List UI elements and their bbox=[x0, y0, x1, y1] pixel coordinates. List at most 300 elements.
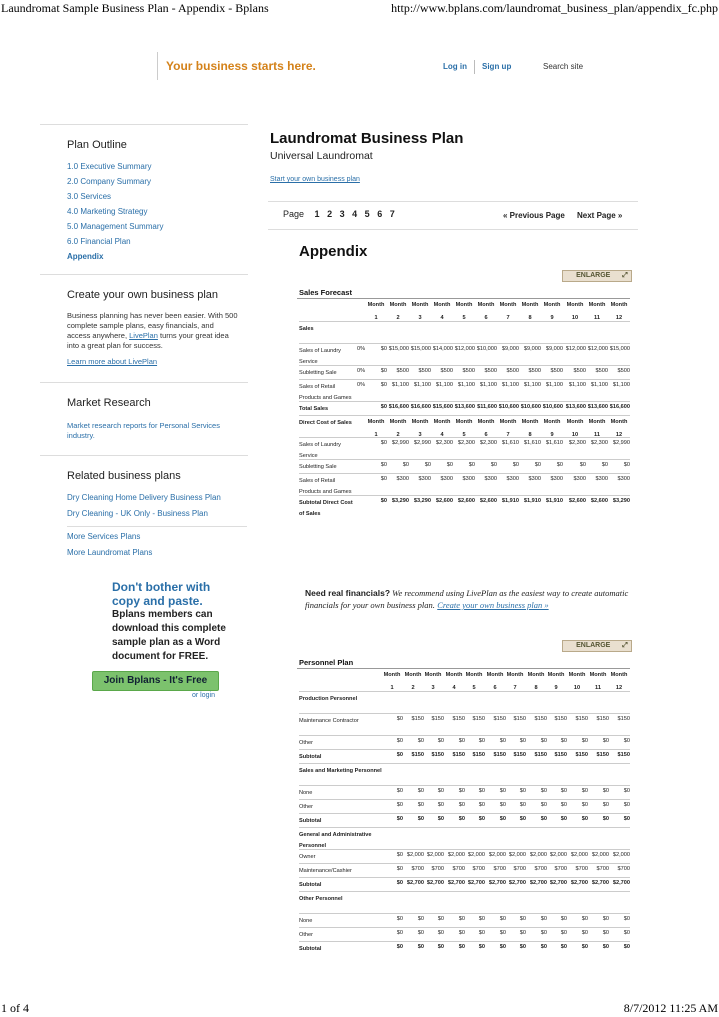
personnel-cell: $0 bbox=[623, 916, 630, 922]
sales-month-word: Month bbox=[477, 302, 495, 308]
sales-cell: $0 bbox=[579, 462, 586, 468]
personnel-row bbox=[299, 863, 630, 878]
personnel-cell: $2,700 bbox=[612, 880, 630, 886]
personnel-cell: $0 bbox=[581, 738, 588, 744]
sales-cell: $3,290 bbox=[612, 498, 630, 504]
personnel-cell: $0 bbox=[581, 930, 588, 936]
sales-cell: $300 bbox=[396, 476, 409, 482]
personnel-month-word: Month bbox=[547, 672, 565, 678]
personnel-cell: $0 bbox=[519, 944, 526, 950]
personnel-row bbox=[299, 891, 630, 914]
sales-month-number: 10 bbox=[571, 315, 579, 321]
personnel-cell: $150 bbox=[617, 716, 630, 722]
personnel-cell: $150 bbox=[493, 716, 506, 722]
topbar-divider bbox=[474, 60, 475, 74]
outline-item[interactable]: 2.0 Company Summary bbox=[67, 177, 152, 186]
sales-row bbox=[299, 379, 630, 402]
personnel-cell: $0 bbox=[478, 944, 485, 950]
personnel-cell: $0 bbox=[519, 802, 526, 808]
personnel-cell: $0 bbox=[623, 788, 630, 794]
personnel-cell: $2,000 bbox=[406, 852, 424, 858]
personnel-cell: $150 bbox=[534, 752, 547, 758]
sales-month-number: 8 bbox=[528, 315, 532, 321]
sales-month-word: Month bbox=[411, 419, 429, 425]
sales-row-label: Sales of Laundry Service bbox=[299, 348, 341, 365]
personnel-cell: $0 bbox=[417, 738, 424, 744]
sales-month-word: Month bbox=[543, 302, 561, 308]
enlarge-label: ENLARGE bbox=[576, 272, 611, 279]
enlarge-label: ENLARGE bbox=[576, 642, 611, 649]
sales-month-number: 3 bbox=[418, 315, 422, 321]
personnel-row bbox=[299, 877, 630, 892]
sales-cell: $0 bbox=[402, 462, 409, 468]
personnel-cell: $700 bbox=[472, 866, 485, 872]
personnel-cell: $2,000 bbox=[508, 852, 526, 858]
personnel-row bbox=[299, 799, 630, 814]
personnel-cell: $0 bbox=[623, 816, 630, 822]
personnel-cell: $150 bbox=[431, 752, 444, 758]
create-plan-box bbox=[40, 274, 248, 366]
personnel-cell: $700 bbox=[534, 866, 547, 872]
personnel-month-number: 6 bbox=[493, 685, 497, 691]
personnel-row-label: Sales and Marketing Personnel bbox=[299, 768, 382, 774]
sales-month-number: 4 bbox=[440, 432, 444, 438]
personnel-cell: $2,000 bbox=[488, 852, 506, 858]
sales-cell: $15,000 bbox=[609, 346, 630, 352]
sales-cell: $10,600 bbox=[498, 404, 519, 410]
sales-month-number: 11 bbox=[594, 432, 600, 438]
sales-month-word: Month bbox=[610, 419, 628, 425]
personnel-cell: $0 bbox=[623, 944, 630, 950]
page-link[interactable]: 6 bbox=[377, 209, 383, 219]
personnel-cell: $150 bbox=[513, 716, 526, 722]
personnel-cell: $0 bbox=[396, 752, 403, 758]
personnel-cell: $0 bbox=[478, 816, 485, 822]
personnel-row-label: Other bbox=[299, 740, 313, 746]
sales-cell: $1,100 bbox=[435, 382, 453, 388]
search-site-field[interactable]: Search site bbox=[543, 62, 584, 71]
personnel-cell: $0 bbox=[437, 944, 444, 950]
personnel-row-label: Other bbox=[299, 932, 313, 938]
personnel-cell: $0 bbox=[437, 930, 444, 936]
personnel-cell: $0 bbox=[499, 816, 506, 822]
personnel-cell: $2,700 bbox=[591, 880, 609, 886]
personnel-cell: $0 bbox=[417, 802, 424, 808]
personnel-cell: $0 bbox=[458, 930, 465, 936]
personnel-cell: $150 bbox=[472, 752, 485, 758]
sales-row bbox=[299, 401, 630, 416]
personnel-cell: $0 bbox=[519, 738, 526, 744]
sales-row bbox=[299, 495, 630, 518]
personnel-cell: $0 bbox=[602, 802, 609, 808]
sales-cell: $1,910 bbox=[545, 498, 563, 504]
sales-cell: $1,610 bbox=[501, 440, 519, 446]
sales-cell: $16,600 bbox=[410, 404, 431, 410]
personnel-row bbox=[299, 735, 630, 750]
sales-row bbox=[299, 437, 630, 460]
outline-item[interactable]: 4.0 Marketing Strategy bbox=[67, 207, 148, 216]
personnel-month-number: 8 bbox=[534, 685, 538, 691]
sales-row bbox=[299, 299, 630, 321]
personnel-row-label: Subtotal bbox=[299, 754, 322, 760]
create-plan-text-start: Business planning has never been easier. With 500 complete sample plans, easy financials, and access anywhere, bbox=[67, 311, 238, 340]
personnel-cell: $0 bbox=[437, 788, 444, 794]
personnel-row bbox=[299, 691, 630, 714]
personnel-cell: $0 bbox=[396, 802, 403, 808]
sales-cell: $1,610 bbox=[545, 440, 563, 446]
sales-cell: $300 bbox=[506, 476, 519, 482]
learn-more-liveplan-link[interactable]: Learn more about LivePlan bbox=[67, 357, 158, 366]
personnel-cell: $0 bbox=[458, 916, 465, 922]
personnel-cell: $2,700 bbox=[426, 880, 444, 886]
plan-outline-title: Plan Outline bbox=[67, 139, 127, 151]
personnel-cell: $150 bbox=[513, 752, 526, 758]
sales-month-number: 5 bbox=[462, 315, 466, 321]
enlarge-personnel-button[interactable] bbox=[562, 640, 632, 652]
sales-month-number: 9 bbox=[550, 432, 554, 438]
page-link[interactable]: 2 bbox=[327, 209, 333, 219]
sales-cell: $10,000 bbox=[476, 346, 497, 352]
promo-headline-2: copy and paste. bbox=[112, 594, 203, 608]
sales-cell: $0 bbox=[380, 498, 387, 504]
personnel-row-label: None bbox=[299, 790, 313, 796]
page-link[interactable]: 5 bbox=[364, 209, 370, 219]
outline-item[interactable]: 3.0 Services bbox=[67, 192, 112, 201]
personnel-cell: $150 bbox=[554, 716, 567, 722]
personnel-row-label: Owner bbox=[299, 854, 316, 860]
sales-month-word: Month bbox=[367, 419, 385, 425]
sales-cell: $300 bbox=[418, 476, 431, 482]
personnel-cell: $0 bbox=[581, 802, 588, 808]
sales-month-word: Month bbox=[588, 302, 606, 308]
print-page-title: Laundromat Sample Business Plan - Appendix - Bplans bbox=[1, 1, 269, 15]
sales-cell: $1,100 bbox=[545, 382, 563, 388]
personnel-cell: $0 bbox=[560, 916, 567, 922]
personnel-row-label: Production Personnel bbox=[299, 696, 358, 702]
sales-cell: $15,600 bbox=[432, 404, 453, 410]
sales-month-word: Month bbox=[566, 302, 584, 308]
sales-cell: $1,100 bbox=[568, 382, 586, 388]
personnel-cell: $150 bbox=[431, 716, 444, 722]
sales-month-number: 3 bbox=[418, 432, 422, 438]
sales-month-word: Month bbox=[543, 419, 561, 425]
plan-outline-list bbox=[67, 159, 248, 264]
sales-cell: $500 bbox=[550, 368, 563, 374]
sales-cell: $300 bbox=[573, 476, 586, 482]
outline-item[interactable]: 6.0 Financial Plan bbox=[67, 237, 131, 246]
sales-cell: $2,300 bbox=[435, 440, 453, 446]
sales-cell: $1,100 bbox=[413, 382, 431, 388]
sales-month-word: Month bbox=[499, 419, 517, 425]
personnel-cell: $150 bbox=[575, 716, 588, 722]
sales-cell: $0 bbox=[601, 462, 608, 468]
personnel-cell: $2,000 bbox=[529, 852, 547, 858]
personnel-cell: $0 bbox=[602, 944, 609, 950]
personnel-row bbox=[299, 913, 630, 928]
sales-cell: $500 bbox=[418, 368, 431, 374]
start-plan-link[interactable]: Start your own business plan bbox=[270, 176, 360, 183]
personnel-cell: $2,000 bbox=[426, 852, 444, 858]
personnel-cell: $0 bbox=[437, 738, 444, 744]
sales-cell: $0 bbox=[380, 368, 387, 374]
enlarge-sales-button[interactable] bbox=[562, 270, 632, 282]
magnify-icon: ⤢ bbox=[622, 272, 628, 279]
personnel-cell: $0 bbox=[602, 930, 609, 936]
personnel-cell: $150 bbox=[411, 752, 424, 758]
sales-cell: $0 bbox=[380, 462, 387, 468]
sales-cell: $2,600 bbox=[435, 498, 453, 504]
sales-month-number: 5 bbox=[462, 432, 466, 438]
personnel-month-number: 9 bbox=[554, 685, 558, 691]
sales-month-number: 1 bbox=[374, 432, 378, 438]
sales-cell: $2,300 bbox=[457, 440, 475, 446]
sales-cell: $300 bbox=[462, 476, 475, 482]
personnel-row-label: Subtotal bbox=[299, 882, 322, 888]
personnel-row-label: Maintenance Contractor bbox=[299, 718, 359, 724]
sales-row-percent: 0% bbox=[357, 382, 366, 388]
sales-month-word: Month bbox=[610, 302, 628, 308]
personnel-cell: $700 bbox=[431, 866, 444, 872]
personnel-cell: $0 bbox=[437, 802, 444, 808]
page-link[interactable]: 4 bbox=[352, 209, 358, 219]
sales-month-number: 11 bbox=[594, 315, 600, 321]
personnel-cell: $0 bbox=[540, 944, 547, 950]
personnel-cell: $150 bbox=[472, 716, 485, 722]
personnel-row bbox=[299, 813, 630, 828]
page-link[interactable]: 1 bbox=[314, 209, 320, 219]
sales-cell: $500 bbox=[396, 368, 409, 374]
sales-cell: $9,000 bbox=[501, 346, 519, 352]
liveplan-link[interactable]: LivePlan bbox=[129, 331, 158, 340]
page-link[interactable]: 7 bbox=[389, 209, 395, 219]
create-plan-link[interactable]: Create your own business plan » bbox=[437, 600, 549, 610]
personnel-row bbox=[299, 785, 630, 800]
personnel-cell: $0 bbox=[623, 802, 630, 808]
personnel-cell: $0 bbox=[560, 816, 567, 822]
sales-month-number: 1 bbox=[374, 315, 378, 321]
personnel-cell: $0 bbox=[581, 816, 588, 822]
plan-subtitle: Universal Laundromat bbox=[270, 150, 373, 162]
sales-month-number: 8 bbox=[528, 432, 532, 438]
sales-cell: $1,100 bbox=[590, 382, 608, 388]
personnel-cell: $0 bbox=[602, 738, 609, 744]
sales-row-percent: 0% bbox=[357, 368, 366, 374]
sales-month-number: 10 bbox=[571, 432, 579, 438]
magnify-icon: ⤢ bbox=[622, 642, 628, 649]
personnel-month-word: Month bbox=[445, 672, 463, 678]
sales-cell: $2,600 bbox=[590, 498, 608, 504]
personnel-cell: $0 bbox=[540, 788, 547, 794]
personnel-month-word: Month bbox=[424, 672, 442, 678]
sales-row-label: Total Sales bbox=[299, 406, 329, 412]
outline-item-appendix[interactable]: Appendix bbox=[67, 252, 104, 261]
personnel-row-label: Subtotal bbox=[299, 946, 322, 952]
signup-link[interactable]: Sign up bbox=[482, 62, 512, 71]
personnel-cell: $0 bbox=[417, 916, 424, 922]
personnel-cell: $0 bbox=[560, 788, 567, 794]
personnel-cell: $0 bbox=[581, 788, 588, 794]
sales-cell: $10,600 bbox=[542, 404, 563, 410]
plan-title: Laundromat Business Plan bbox=[270, 130, 464, 147]
outline-item[interactable]: 5.0 Management Summary bbox=[67, 222, 164, 231]
sales-cell: $0 bbox=[446, 462, 453, 468]
join-bplans-button[interactable]: Join Bplans - It's Free bbox=[92, 671, 219, 691]
personnel-cell: $0 bbox=[396, 880, 403, 886]
personnel-cell: $0 bbox=[417, 788, 424, 794]
personnel-row bbox=[299, 669, 630, 691]
personnel-cell: $0 bbox=[417, 944, 424, 950]
personnel-cell: $0 bbox=[478, 738, 485, 744]
sales-row bbox=[299, 473, 630, 496]
personnel-month-word: Month bbox=[589, 672, 607, 678]
personnel-cell: $0 bbox=[396, 816, 403, 822]
personnel-cell: $0 bbox=[540, 930, 547, 936]
personnel-cell: $2,700 bbox=[406, 880, 424, 886]
sales-cell: $3,290 bbox=[413, 498, 431, 504]
note-bold: Need real financials? bbox=[305, 588, 391, 598]
sales-row-label: Subletting Sale bbox=[299, 370, 337, 376]
personnel-cell: $0 bbox=[560, 802, 567, 808]
personnel-row-label: Other Personnel bbox=[299, 896, 343, 902]
personnel-month-number: 5 bbox=[472, 685, 476, 691]
personnel-cell: $150 bbox=[452, 716, 465, 722]
next-page-link[interactable]: Next Page » bbox=[577, 211, 623, 220]
personnel-month-word: Month bbox=[568, 672, 586, 678]
sales-cell: $9,000 bbox=[545, 346, 563, 352]
sales-cell: $12,000 bbox=[454, 346, 475, 352]
personnel-cell: $700 bbox=[411, 866, 424, 872]
sales-month-word: Month bbox=[411, 302, 429, 308]
sales-cell: $0 bbox=[490, 462, 497, 468]
sales-cell: $16,600 bbox=[609, 404, 630, 410]
personnel-cell: $0 bbox=[478, 788, 485, 794]
personnel-cell: $2,000 bbox=[612, 852, 630, 858]
print-page-url: http://www.bplans.com/laundromat_business_plan/appendix_fc.php bbox=[391, 1, 718, 15]
personnel-cell: $0 bbox=[519, 916, 526, 922]
sales-cell: $300 bbox=[550, 476, 563, 482]
sales-row-label: Direct Cost of Sales bbox=[299, 420, 352, 426]
sales-cell: $1,100 bbox=[457, 382, 475, 388]
outline-item[interactable]: 1.0 Executive Summary bbox=[67, 162, 152, 171]
sales-cell: $0 bbox=[380, 440, 387, 446]
personnel-cell: $0 bbox=[499, 916, 506, 922]
sales-month-number: 7 bbox=[506, 432, 510, 438]
sales-month-word: Month bbox=[389, 302, 407, 308]
personnel-cell: $700 bbox=[554, 866, 567, 872]
related-plan-link[interactable]: Dry Cleaning Home Delivery Business Plan bbox=[67, 493, 221, 502]
personnel-cell: $0 bbox=[396, 788, 403, 794]
market-research-link[interactable]: Market research reports for Personal Services industry. bbox=[67, 421, 220, 440]
sales-cell: $2,600 bbox=[457, 498, 475, 504]
sales-row bbox=[299, 365, 630, 380]
sales-cell: $1,100 bbox=[391, 382, 409, 388]
sales-row-label: Subtotal Direct Cost of Sales bbox=[299, 500, 353, 517]
personnel-cell: $2,700 bbox=[529, 880, 547, 886]
personnel-cell: $0 bbox=[458, 738, 465, 744]
personnel-cell: $0 bbox=[396, 944, 403, 950]
sales-month-word: Month bbox=[521, 302, 539, 308]
sales-forecast-title: Sales Forecast bbox=[299, 288, 352, 297]
sales-cell: $0 bbox=[468, 462, 475, 468]
sales-cell: $11,600 bbox=[477, 404, 497, 410]
personnel-cell: $700 bbox=[596, 866, 609, 872]
sales-cell: $13,600 bbox=[454, 404, 475, 410]
print-timestamp: 8/7/2012 11:25 AM bbox=[623, 1001, 718, 1015]
page-link[interactable]: 3 bbox=[339, 209, 345, 219]
personnel-cell: $700 bbox=[493, 866, 506, 872]
sales-row bbox=[299, 459, 630, 474]
personnel-month-number: 12 bbox=[615, 685, 623, 691]
personnel-cell: $0 bbox=[581, 916, 588, 922]
personnel-cell: $0 bbox=[499, 930, 506, 936]
sales-cell: $15,000 bbox=[388, 346, 409, 352]
sales-month-number: 6 bbox=[484, 432, 488, 438]
more-services-link[interactable]: More Services Plans bbox=[67, 526, 247, 545]
page-pagination bbox=[283, 209, 395, 219]
sales-month-word: Month bbox=[477, 419, 495, 425]
sales-month-word: Month bbox=[499, 302, 517, 308]
sales-cell: $0 bbox=[380, 404, 387, 410]
sales-month-number: 12 bbox=[615, 315, 623, 321]
related-plan-link[interactable]: Dry Cleaning - UK Only - Business Plan bbox=[67, 509, 208, 518]
sales-cell: $2,300 bbox=[568, 440, 586, 446]
sales-cell: $16,600 bbox=[388, 404, 409, 410]
personnel-month-word: Month bbox=[506, 672, 524, 678]
or-login-link[interactable]: or login bbox=[192, 692, 215, 699]
login-link[interactable]: Log in bbox=[443, 62, 467, 71]
personnel-cell: $0 bbox=[396, 866, 403, 872]
sales-cell: $12,000 bbox=[565, 346, 586, 352]
sales-cell: $1,610 bbox=[523, 440, 541, 446]
personnel-cell: $2,700 bbox=[488, 880, 506, 886]
sales-row bbox=[299, 343, 630, 366]
personnel-cell: $0 bbox=[396, 930, 403, 936]
personnel-month-number: 2 bbox=[411, 685, 415, 691]
create-plan-text-end: turns your great idea into a great plan for success. bbox=[67, 331, 229, 350]
personnel-cell: $0 bbox=[540, 816, 547, 822]
sales-cell: $500 bbox=[528, 368, 541, 374]
market-research-box bbox=[40, 382, 248, 441]
personnel-cell: $0 bbox=[560, 930, 567, 936]
sales-cell: $3,290 bbox=[391, 498, 409, 504]
personnel-cell: $0 bbox=[499, 802, 506, 808]
personnel-cell: $150 bbox=[575, 752, 588, 758]
sales-cell: $1,910 bbox=[523, 498, 541, 504]
personnel-cell: $700 bbox=[575, 866, 588, 872]
related-plans-title: Related business plans bbox=[67, 470, 181, 482]
personnel-cell: $0 bbox=[519, 788, 526, 794]
previous-page-link[interactable]: « Previous Page bbox=[503, 211, 565, 220]
personnel-month-number: 4 bbox=[452, 685, 456, 691]
promo-headline-1: Don't bother with bbox=[112, 580, 211, 594]
personnel-month-number: 3 bbox=[431, 685, 435, 691]
personnel-cell: $0 bbox=[458, 816, 465, 822]
sales-month-word: Month bbox=[389, 419, 407, 425]
personnel-cell: $2,700 bbox=[467, 880, 485, 886]
personnel-cell: $0 bbox=[499, 788, 506, 794]
personnel-month-word: Month bbox=[465, 672, 483, 678]
more-laundromat-link[interactable]: More Laundromat Plans bbox=[67, 548, 153, 557]
sales-month-word: Month bbox=[367, 302, 385, 308]
personnel-cell: $0 bbox=[623, 738, 630, 744]
print-header bbox=[0, 0, 719, 18]
sales-month-number: 2 bbox=[396, 432, 400, 438]
print-page-count: 1 of 4 bbox=[1, 1001, 29, 1015]
sales-cell: $500 bbox=[462, 368, 475, 374]
personnel-cell: $0 bbox=[458, 802, 465, 808]
sales-cell: $15,000 bbox=[410, 346, 431, 352]
personnel-cell: $0 bbox=[437, 916, 444, 922]
